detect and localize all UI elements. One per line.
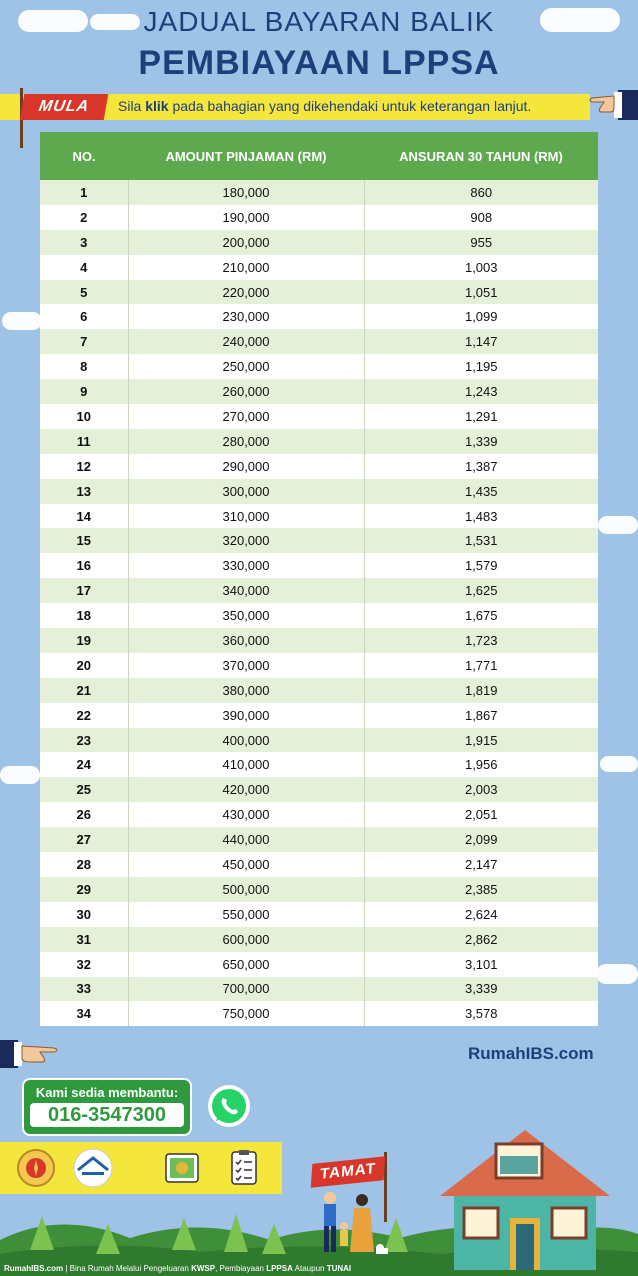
monthly-installment: 3,101 <box>364 952 598 977</box>
monthly-installment: 1,291 <box>364 404 598 429</box>
loan-amount: 440,000 <box>128 827 364 852</box>
table-row[interactable] <box>40 379 598 404</box>
loan-amount: 320,000 <box>128 528 364 553</box>
instruction-text: Sila klik pada bahagian yang dikehendaki untuk keterangan lanjut. <box>118 98 532 114</box>
loan-amount: 240,000 <box>128 329 364 354</box>
row-number: 16 <box>40 553 128 578</box>
row-number: 22 <box>40 703 128 728</box>
monthly-installment: 1,956 <box>364 752 598 777</box>
row-number: 7 <box>40 329 128 354</box>
loan-amount: 260,000 <box>128 379 364 404</box>
monthly-installment: 3,339 <box>364 977 598 1002</box>
row-number: 25 <box>40 777 128 802</box>
table-header-row <box>40 132 598 180</box>
loan-amount: 400,000 <box>128 728 364 753</box>
table-row[interactable] <box>40 205 598 230</box>
loan-amount: 600,000 <box>128 927 364 952</box>
cloud <box>596 964 638 984</box>
loan-amount: 310,000 <box>128 504 364 529</box>
loan-amount: 650,000 <box>128 952 364 977</box>
row-number: 15 <box>40 528 128 553</box>
row-number: 8 <box>40 354 128 379</box>
table-row[interactable] <box>40 653 598 678</box>
row-number: 11 <box>40 429 128 454</box>
monthly-installment: 1,723 <box>364 628 598 653</box>
monthly-installment: 2,624 <box>364 902 598 927</box>
house-illustration <box>430 1120 620 1270</box>
monthly-installment: 1,531 <box>364 528 598 553</box>
kwsp-logo <box>14 1148 58 1188</box>
table-row[interactable] <box>40 479 598 504</box>
table-row[interactable] <box>40 877 598 902</box>
table-row[interactable] <box>40 752 598 777</box>
checklist-icon <box>222 1148 266 1188</box>
monthly-installment: 1,483 <box>364 504 598 529</box>
table-row[interactable] <box>40 728 598 753</box>
pointing-hand-icon <box>586 86 638 124</box>
loan-amount: 390,000 <box>128 703 364 728</box>
end-flag: TAMAT <box>311 1156 386 1187</box>
cloud <box>2 312 42 330</box>
row-number: 5 <box>40 280 128 305</box>
monthly-installment: 1,579 <box>364 553 598 578</box>
row-number: 26 <box>40 802 128 827</box>
monthly-installment: 1,051 <box>364 280 598 305</box>
loan-amount: 500,000 <box>128 877 364 902</box>
row-number: 27 <box>40 827 128 852</box>
table-row[interactable] <box>40 354 598 379</box>
row-number: 24 <box>40 752 128 777</box>
table-row[interactable] <box>40 504 598 529</box>
loan-amount: 210,000 <box>128 255 364 280</box>
row-number: 19 <box>40 628 128 653</box>
table-row[interactable] <box>40 678 598 703</box>
loan-amount: 290,000 <box>128 454 364 479</box>
column-header-no: NO. <box>40 132 128 180</box>
row-number: 31 <box>40 927 128 952</box>
row-number: 1 <box>40 180 128 205</box>
monthly-installment: 1,625 <box>364 578 598 603</box>
row-number: 2 <box>40 205 128 230</box>
loan-amount: 250,000 <box>128 354 364 379</box>
loan-amount: 200,000 <box>128 230 364 255</box>
loan-amount: 380,000 <box>128 678 364 703</box>
whatsapp-icon[interactable] <box>206 1083 252 1129</box>
loan-amount: 350,000 <box>128 603 364 628</box>
loan-amount: 420,000 <box>128 777 364 802</box>
row-number: 3 <box>40 230 128 255</box>
lppsa-logo <box>68 1148 118 1188</box>
table-row[interactable] <box>40 603 598 628</box>
row-number: 32 <box>40 952 128 977</box>
site-name[interactable]: RumahIBS.com <box>468 1044 594 1063</box>
table-row[interactable] <box>40 628 598 653</box>
table-row[interactable] <box>40 280 598 305</box>
row-number: 28 <box>40 852 128 877</box>
table-row[interactable] <box>40 230 598 255</box>
table-row[interactable] <box>40 528 598 553</box>
table-row[interactable] <box>40 703 598 728</box>
table-row[interactable] <box>40 952 598 977</box>
loan-amount: 280,000 <box>128 429 364 454</box>
footer: RumahIBS.com | Bina Rumah Melalui Pengeluaran KWSP, Pembiayaan LPPSA Ataupun TUNAI <box>4 1264 352 1273</box>
row-number: 9 <box>40 379 128 404</box>
contact-box[interactable] <box>22 1078 192 1136</box>
cloud <box>0 766 40 784</box>
row-number: 12 <box>40 454 128 479</box>
loan-amount: 300,000 <box>128 479 364 504</box>
table-row[interactable] <box>40 553 598 578</box>
family-illustration <box>318 1186 398 1260</box>
row-number: 29 <box>40 877 128 902</box>
monthly-installment: 1,147 <box>364 329 598 354</box>
table-row[interactable] <box>40 180 598 205</box>
loan-amount: 230,000 <box>128 304 364 329</box>
monthly-installment: 2,003 <box>364 777 598 802</box>
monthly-installment: 1,387 <box>364 454 598 479</box>
table-row[interactable] <box>40 802 598 827</box>
monthly-installment: 2,385 <box>364 877 598 902</box>
table-row[interactable] <box>40 454 598 479</box>
monthly-installment: 1,099 <box>364 304 598 329</box>
loan-amount: 370,000 <box>128 653 364 678</box>
monthly-installment: 3,578 <box>364 1001 598 1026</box>
page-title: JADUAL BAYARAN BALIK <box>143 6 495 37</box>
monthly-installment: 1,435 <box>364 479 598 504</box>
row-number: 17 <box>40 578 128 603</box>
table-row[interactable] <box>40 329 598 354</box>
monthly-installment: 1,675 <box>364 603 598 628</box>
loan-amount: 410,000 <box>128 752 364 777</box>
row-number: 6 <box>40 304 128 329</box>
table-row[interactable] <box>40 852 598 877</box>
loan-amount: 750,000 <box>128 1001 364 1026</box>
cloud <box>598 516 638 534</box>
row-number: 30 <box>40 902 128 927</box>
loan-amount: 700,000 <box>128 977 364 1002</box>
monthly-installment: 1,195 <box>364 354 598 379</box>
monthly-installment: 955 <box>364 230 598 255</box>
row-number: 18 <box>40 603 128 628</box>
column-header-installment: ANSURAN 30 TAHUN (RM) <box>364 132 598 180</box>
table-row[interactable] <box>40 255 598 280</box>
table-row[interactable] <box>40 404 598 429</box>
loan-amount: 550,000 <box>128 902 364 927</box>
page-subtitle: PEMBIAYAAN LPPSA <box>138 44 500 82</box>
loan-amount: 270,000 <box>128 404 364 429</box>
row-number: 13 <box>40 479 128 504</box>
loan-amount: 190,000 <box>128 205 364 230</box>
table-row[interactable] <box>40 578 598 603</box>
monthly-installment: 1,867 <box>364 703 598 728</box>
monthly-installment: 1,771 <box>364 653 598 678</box>
cloud <box>600 756 638 772</box>
table-row[interactable] <box>40 977 598 1002</box>
row-number: 10 <box>40 404 128 429</box>
table-row[interactable] <box>40 429 598 454</box>
row-number: 34 <box>40 1001 128 1026</box>
loan-amount: 430,000 <box>128 802 364 827</box>
monthly-installment: 1,339 <box>364 429 598 454</box>
loan-amount: 450,000 <box>128 852 364 877</box>
monthly-installment: 1,243 <box>364 379 598 404</box>
monthly-installment: 2,099 <box>364 827 598 852</box>
loan-amount: 220,000 <box>128 280 364 305</box>
monthly-installment: 1,915 <box>364 728 598 753</box>
monthly-installment: 908 <box>364 205 598 230</box>
loan-amount: 180,000 <box>128 180 364 205</box>
monthly-installment: 860 <box>364 180 598 205</box>
table-row[interactable] <box>40 777 598 802</box>
table-row[interactable] <box>40 827 598 852</box>
monthly-installment: 2,147 <box>364 852 598 877</box>
table-row[interactable] <box>40 304 598 329</box>
contact-phone[interactable]: 016-3547300 <box>30 1103 184 1127</box>
column-header-amount: AMOUNT PINJAMAN (RM) <box>128 132 364 180</box>
row-number: 14 <box>40 504 128 529</box>
start-flag: MULA <box>20 94 109 120</box>
row-number: 20 <box>40 653 128 678</box>
pointing-hand-icon <box>0 1036 62 1072</box>
table-row[interactable] <box>40 927 598 952</box>
loan-amount: 330,000 <box>128 553 364 578</box>
repayment-table <box>40 132 598 1026</box>
table-row[interactable] <box>40 1001 598 1026</box>
row-number: 23 <box>40 728 128 753</box>
row-number: 21 <box>40 678 128 703</box>
loan-amount: 340,000 <box>128 578 364 603</box>
table-row[interactable] <box>40 902 598 927</box>
monthly-installment: 2,862 <box>364 927 598 952</box>
loan-amount: 360,000 <box>128 628 364 653</box>
row-number: 33 <box>40 977 128 1002</box>
row-number: 4 <box>40 255 128 280</box>
contact-label: Kami sedia membantu: <box>35 1085 179 1100</box>
monthly-installment: 1,819 <box>364 678 598 703</box>
cash-icon <box>160 1148 204 1188</box>
monthly-installment: 1,003 <box>364 255 598 280</box>
monthly-installment: 2,051 <box>364 802 598 827</box>
